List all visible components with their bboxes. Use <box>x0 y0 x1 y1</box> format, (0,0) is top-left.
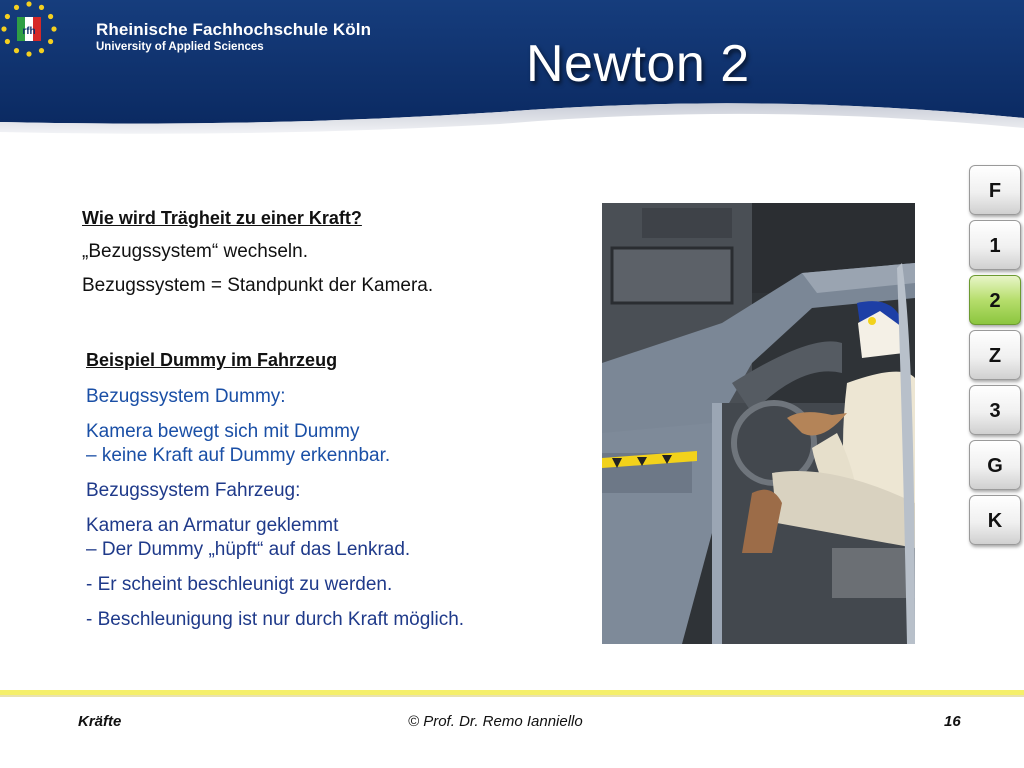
text-line-2: Bezugssystem = Standpunkt der Kamera. <box>82 275 434 296</box>
nav-button-g[interactable]: G <box>969 440 1021 490</box>
ref-dummy-label: Bezugssystem Dummy: <box>86 386 286 407</box>
crash-test-photo <box>602 203 915 644</box>
university-logo <box>0 0 58 58</box>
camera-dummy-line-2: – keine Kraft auf Dummy erkennbar. <box>86 445 391 466</box>
nav-button-3[interactable]: 3 <box>969 385 1021 435</box>
nav-button-2-active[interactable]: 2 <box>969 275 1021 325</box>
camera-vehicle-line-1: Kamera an Armatur geklemmt <box>86 515 339 536</box>
ref-vehicle-label: Bezugssystem Fahrzeug: <box>86 480 301 501</box>
university-name: Rheinische Fachhochschule Köln <box>96 20 372 39</box>
text-line-1: „Bezugssystem“ wechseln. <box>82 241 308 262</box>
footer-page-number: 16 <box>944 713 961 730</box>
nav-button-1[interactable]: 1 <box>969 220 1021 270</box>
bullet-accelerated: - Er scheint beschleunigt zu werden. <box>86 574 393 595</box>
header-banner <box>0 0 1024 140</box>
logo-lettering: rfh <box>22 26 36 37</box>
bullet-force: - Beschleunigung ist nur durch Kraft möglich. <box>86 609 465 630</box>
example-heading: Beispiel Dummy im Fahrzeug <box>86 350 338 370</box>
footer-divider-shadow <box>0 695 1024 697</box>
nav-button-z[interactable]: Z <box>969 330 1021 380</box>
slide-title: Newton 2 <box>526 35 750 93</box>
nav-button-f[interactable]: F <box>969 165 1021 215</box>
question-heading: Wie wird Trägheit zu einer Kraft? <box>82 208 362 228</box>
camera-dummy-line-1: Kamera bewegt sich mit Dummy <box>86 421 360 442</box>
footer-author: © Prof. Dr. Remo Ianniello <box>408 713 583 730</box>
university-subtitle: University of Applied Sciences <box>96 41 264 53</box>
footer-topic: Kräfte <box>78 713 122 730</box>
camera-vehicle-line-2: – Der Dummy „hüpft“ auf das Lenkrad. <box>86 539 411 560</box>
crash-test-illustration <box>602 203 915 644</box>
nav-button-k[interactable]: K <box>969 495 1021 545</box>
